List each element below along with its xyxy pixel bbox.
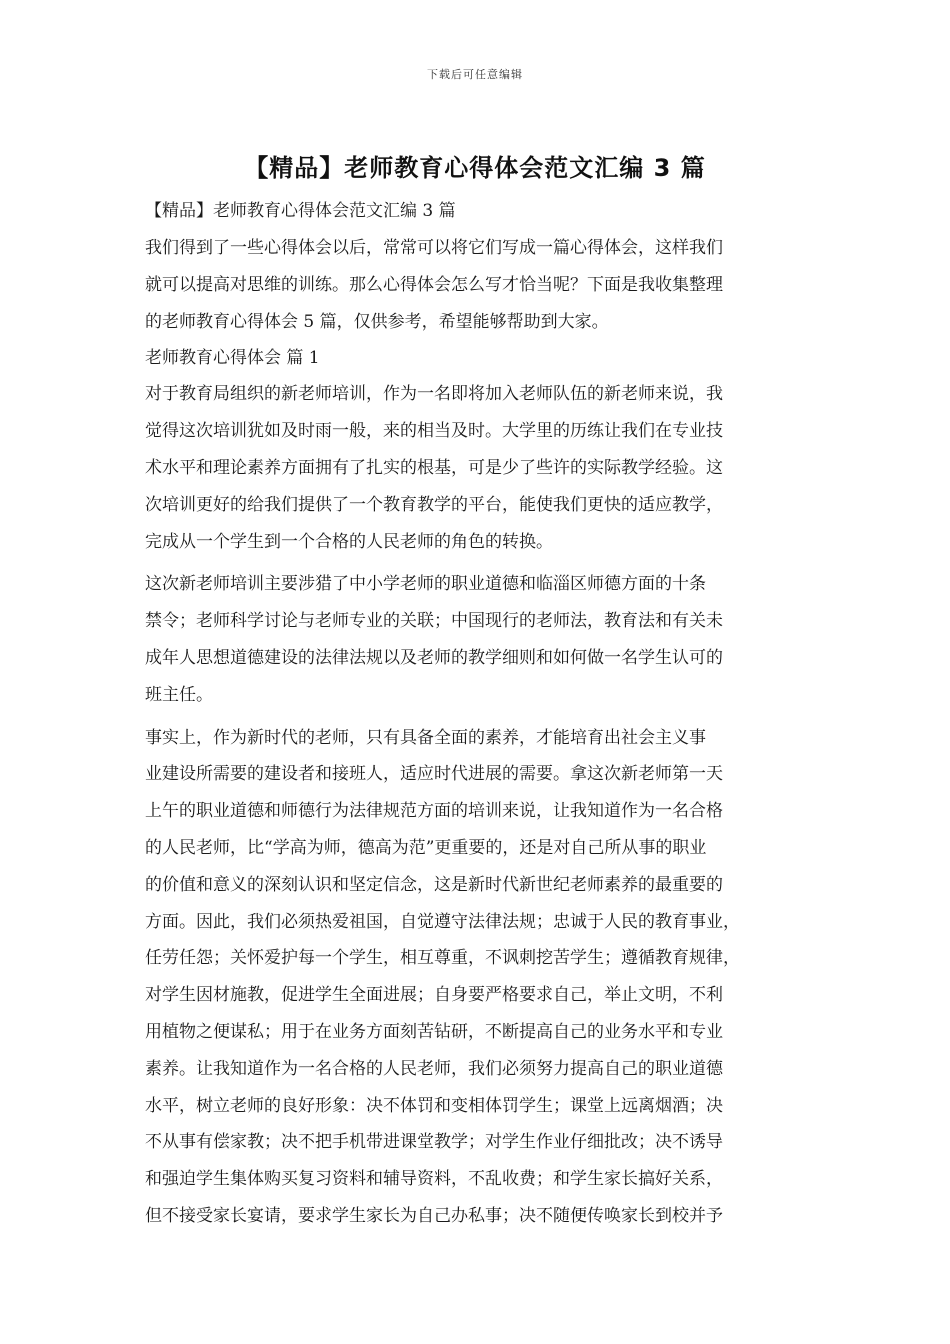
text-line: 就可以提高对思维的训练。那么心得体会怎么写才恰当呢？下面是我收集整理 — [145, 274, 723, 295]
text-line: 觉得这次培训犹如及时雨一般，来的相当及时。大学里的历练让我们在专业技 — [145, 421, 723, 442]
text-line: 禁令；老师科学讨论与老师专业的关联；中国现行的老师法，教育法和有关未 — [145, 611, 723, 632]
text-line: 但不接受家长宴请，要求学生家长为自己办私事；决不随便传唤家长到校并予 — [145, 1205, 723, 1226]
text-line: 对学生因材施教，促进学生全面进展；自身要严格要求自己，举止文明，不利 — [145, 985, 723, 1006]
text-line: 任劳任怨；关怀爱护每一个学生，相互尊重，不讽刺挖苦学生；遵循教育规律， — [145, 948, 740, 969]
text-line: 的价值和意义的深刻认识和坚定信念，这是新时代新世纪老师素养的最重要的 — [145, 874, 723, 895]
text-line: 方面。因此，我们必须热爱祖国，自觉遵守法律法规；忠诚于人民的教育事业， — [145, 911, 740, 932]
text-line: 不从事有偿家教；决不把手机带进课堂教学；对学生作业仔细批改；决不诱导 — [145, 1132, 723, 1153]
text-line: 业建设所需要的建设者和接班人，适应时代进展的需要。拿这次新老师第一天 — [145, 764, 723, 785]
text-line: 次培训更好的给我们提供了一个教育教学的平台，能使我们更快的适应教学， — [145, 494, 723, 515]
text-line: 素养。让我知道作为一名合格的人民老师，我们必须努力提高自己的职业道德 — [145, 1058, 723, 1079]
text-line: 我们得到了一些心得体会以后，常常可以将它们写成一篇心得体会，这样我们 — [145, 238, 723, 258]
paragraph-3 — [145, 720, 810, 1235]
text-line: 完成从一个学生到一个合格的人民老师的角色的转换。 — [145, 531, 553, 552]
text-line: 上午的职业道德和师德行为法律规范方面的培训来说，让我知道作为一名合格 — [145, 801, 723, 822]
text-line: 这次新老师培训主要涉猎了中小学老师的职业道德和临淄区师德方面的十条 — [145, 574, 706, 595]
document-body — [145, 194, 810, 1235]
text-line: 事实上，作为新时代的老师，只有具备全面的素养，才能培育出社会主义事 — [145, 727, 706, 748]
text-line: 成年人思想道德建设的法律法规以及老师的教学细则和如何做一名学生认可的 — [145, 647, 723, 668]
text-line: 术水平和理论素养方面拥有了扎实的根基，可是少了些许的实际教学经验。这 — [145, 457, 723, 478]
paragraph-1 — [145, 376, 810, 560]
text-line: 的老师教育心得体会 5 篇，仅供参考，希望能够帮助到大家。 — [145, 311, 609, 332]
section-heading: 老师教育心得体会 篇 1 — [145, 348, 320, 369]
document-subtitle: 【精品】老师教育心得体会范文汇编 3 篇 — [145, 201, 456, 221]
text-line: 班主任。 — [145, 684, 213, 705]
paragraph-2 — [145, 566, 810, 713]
text-line: 的人民老师，比“学高为师，德高为范”更重要的，还是对自己所从事的职业 — [145, 837, 707, 858]
intro-paragraph — [145, 230, 810, 340]
text-line: 对于教育局组织的新老师培训，作为一名即将加入老师队伍的新老师来说，我 — [145, 384, 723, 405]
document-title: 【精品】老师教育心得体会范文汇编 3 篇 — [244, 154, 706, 182]
text-line: 用植物之便谋私；用于在业务方面刻苦钻研，不断提高自己的业务水平和专业 — [145, 1021, 723, 1042]
text-line: 和强迫学生集体购买复习资料和辅导资料，不乱收费；和学生家长搞好关系， — [145, 1169, 723, 1190]
text-line: 水平，树立老师的良好形象：决不体罚和变相体罚学生；课堂上远离烟酒；决 — [145, 1095, 723, 1116]
page-header-note: 下载后可任意编辑 — [427, 68, 523, 81]
